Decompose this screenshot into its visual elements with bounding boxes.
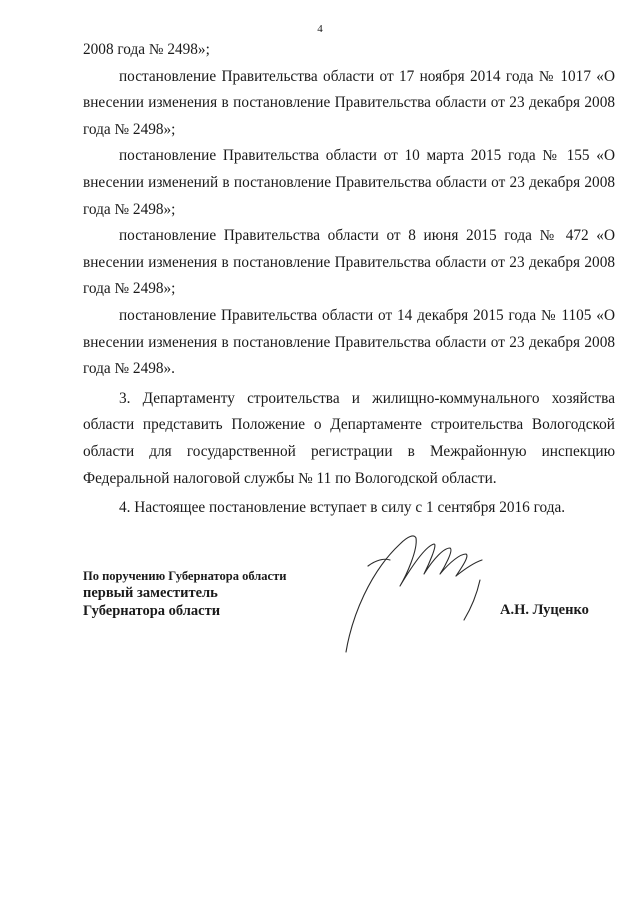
signature-under-stroke (464, 580, 480, 620)
signature-block (83, 568, 286, 620)
paragraph-continuation: 2008 года № 2498»; (83, 41, 210, 58)
document-body (83, 37, 615, 522)
paragraph-resolution-2015-1105: постановление Правительства области от 14 декабря 2015 года № 1105 «О внесении изменения в постановление Правительства области от 23 декабря 2008 года № 2498». (83, 306, 615, 378)
paragraph-item-3: 3. Департаменту строительства и жилищно-коммунального хозяйства области представить Положение о Департаменте строительства Вологодской области для государственной регистрации в Межрайонную инспекцию Федеральной налоговой службы № 11 по Вологодской области. (83, 389, 615, 487)
signature-short-stroke (368, 559, 390, 566)
signature-line-position: первый заместитель (83, 585, 218, 601)
signature-long-stroke (346, 536, 416, 652)
page-number: 4 (317, 23, 323, 35)
paragraph-resolution-2015-472: постановление Правительства области от 8 июня 2015 года № 472 «О внесении изменения в постановление Правительства области от 23 декабря 2008 года № 2498»; (83, 227, 615, 298)
signature-line-position-cont: Губернатора области (83, 603, 221, 619)
signer-name: А.Н. Луценко (500, 602, 589, 618)
signature-line-on-behalf: По поручению Губернатора области (83, 569, 287, 583)
paragraph-resolution-2015-155: постановление Правительства области от 10 марта 2015 года № 155 «О внесении изменений в постановление Правительства области от 23 декабря 2008 года № 2498»; (83, 147, 615, 218)
paragraph-resolution-2014-1017: постановление Правительства области от 17 ноября 2014 года № 1017 «О внесении изменения в постановление Правительства области от 23 декабря 2008 года № 2498»; (83, 67, 615, 138)
handwritten-signature (330, 520, 500, 660)
signature-loop-stroke (400, 538, 467, 586)
signature-tail-stroke (456, 560, 482, 576)
paragraph-item-4: 4. Настоящее постановление вступает в силу с 1 сентября 2016 года. (119, 499, 566, 517)
